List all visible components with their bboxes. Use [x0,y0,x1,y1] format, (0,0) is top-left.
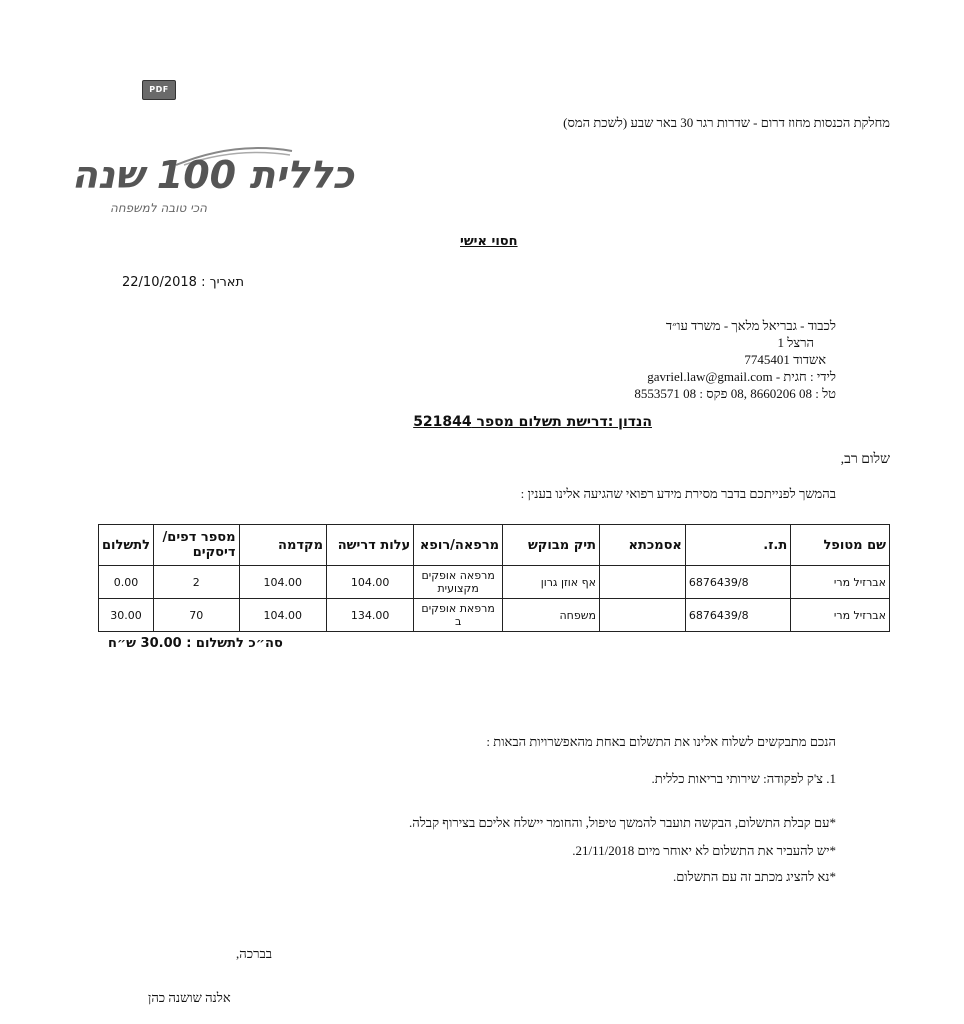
table-row [99,566,890,599]
table-header-row [99,525,890,566]
col-requested-file: תיק מבוקש [503,525,600,566]
col-id: ת.ז. [685,525,790,566]
cell-id: 6876439/8 [685,566,790,599]
note-2: *יש להעביר את התשלום לא יאוחר מיום 21/11/2018. [572,843,836,858]
greeting: שלום רב, [840,452,890,467]
cell-advance: 104.00 [239,599,326,632]
col-clinic: מרפאה/רופא [414,525,503,566]
signer-name: אלנה שושנה כהן [148,990,231,1005]
payment-option-1: 1. צ'ק לפקודה: שירותי בריאות כללית. [651,771,836,786]
clalit-logo [71,145,354,220]
confidential-label: חסוי אישי [460,234,518,249]
cell-clinic: מרפאה אופקים מקצועית [414,566,503,599]
cell-pages: 2 [153,566,239,599]
cell-to-pay: 0.00 [99,566,154,599]
recipient-line-3: אשדוד 7745401 [744,352,826,367]
pdf-icon: PDF [142,80,176,100]
cell-patient-name: אברזיל מרי [791,599,890,632]
cell-requested-file: אף אוזן גרון [503,566,600,599]
cell-request-cost: 134.00 [326,599,413,632]
cell-id: 6876439/8 [685,599,790,632]
table-row [99,599,890,632]
cell-clinic: מרפאת אופקים ב [414,599,503,632]
note-3: *נא להציג מכתב זה עם התשלום. [672,869,836,884]
cell-pages: 70 [153,599,239,632]
logo-slogan: הכי טובה למשפחה [110,201,207,215]
cell-patient-name: אברזיל מרי [791,566,890,599]
cell-to-pay: 30.00 [99,599,154,632]
intro-text: בהמשך לפנייתכם בדבר מסירת מידע רפואי שהגיעה אלינו בענין : [520,486,836,501]
col-request-cost: עלות דרישה [326,525,413,566]
col-to-pay: לתשלום [99,525,154,566]
col-reference: אסמכתא [600,525,686,566]
cell-advance: 104.00 [239,566,326,599]
note-1: *עם קבלת התשלום, הבקשה תועבר להמשך טיפול, והחומר יישלח אליכם בצירוף קבלה. [409,815,836,830]
letter-subject: הנדון :דרישת תשלום מספר 521844 [413,414,652,430]
closing: בברכה, [236,946,272,961]
letter-date: תאריך : 22/10/2018 [122,275,245,290]
recipient-line-1: לכבוד - גבריאל מלאך - משרד עו״ד [665,318,836,333]
col-advance: מקדמה [239,525,326,566]
cell-reference [600,599,686,632]
cell-requested-file: משפחה [503,599,600,632]
total-to-pay: סה״כ לתשלום : 30.00 ש״ח [108,636,283,651]
recipient-line-4: לידי : חגית - gavriel.law@gmail.com [647,369,836,384]
logo-text: כללית 100 שנה [71,153,354,197]
cell-request-cost: 104.00 [326,566,413,599]
recipient-line-5: טל : 08 8660206 ,08 פקס : 08 8553571 [634,386,836,401]
col-patient-name: שם מטופל [791,525,890,566]
col-pages: מספר דפים/ דיסקים [153,525,239,566]
claims-table [98,524,890,632]
cell-reference [600,566,686,599]
recipient-line-2: הרצל 1 [777,335,814,350]
payment-instructions-title: הנכם מתבקשים לשלוח אלינו את התשלום באחת מהאפשרויות הבאות : [486,734,836,749]
department-header: מחלקת הכנסות מחוז דרום - שדרות רגר 30 באר שבע (לשכת המס) [563,115,890,130]
